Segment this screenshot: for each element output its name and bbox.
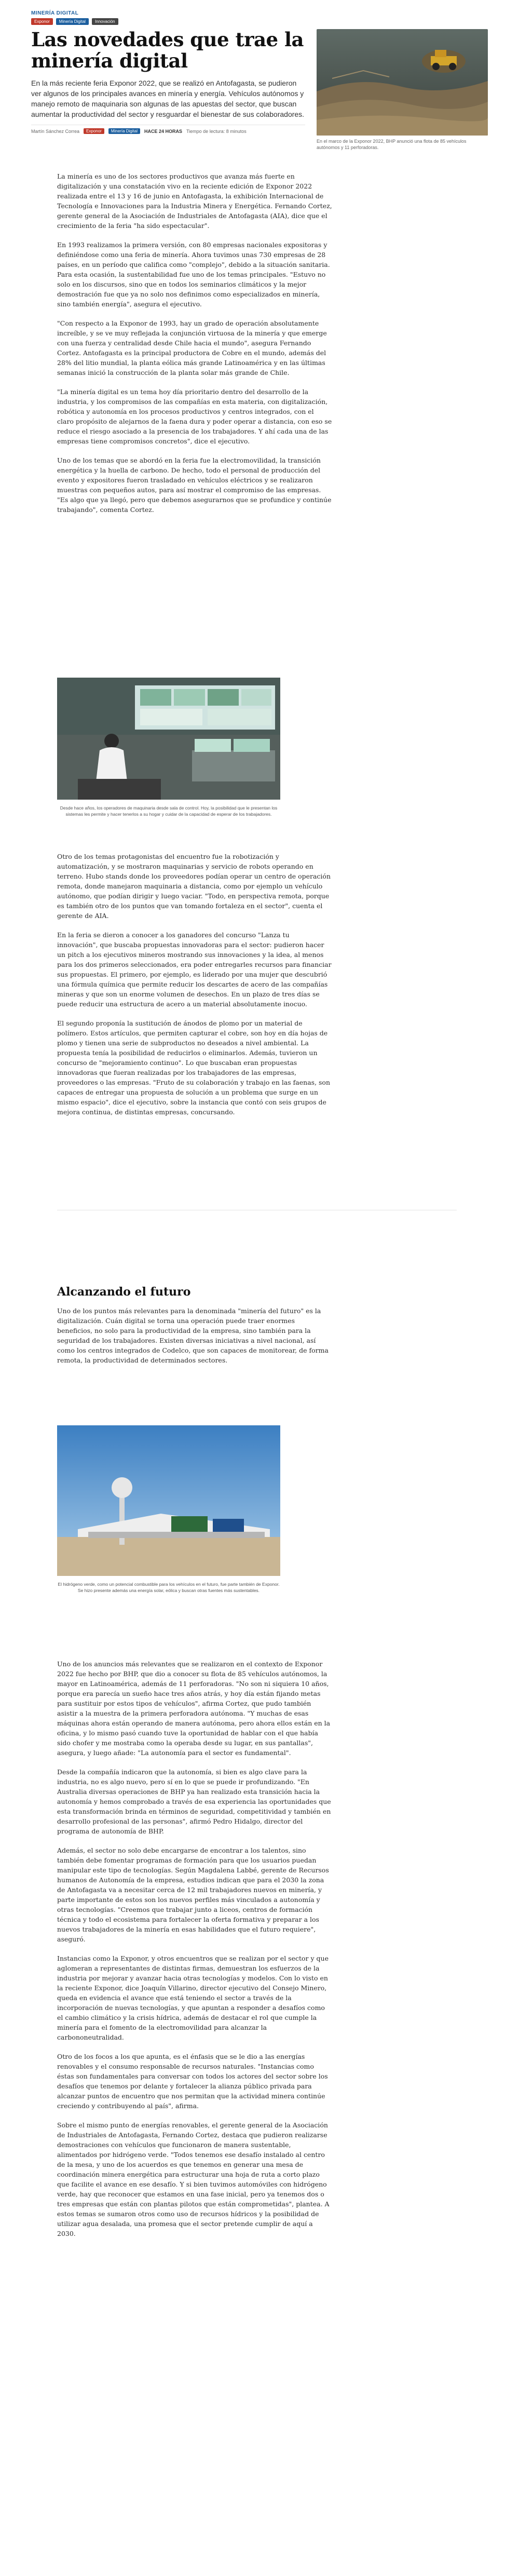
figure-caption: Desde hace años, los operadores de maquinaria desde sala de control. Hoy, la posibilidad que le presentan los sistemas les permite y hacer tenerlos a su hogar y cuidar de la capacidad de esperar de los trabajadores. — [60, 805, 278, 817]
paragraph: En la feria se dieron a conocer a los ganadores del concurso "Lanza tu innovación", que buscaba propuestas innovadoras para el sector: pudieron hacer un pitch a los ejecutivos mineros mostrando sus innovaciones y la idea, al menos para los dos primeros seleccionados, era poder entregarles recursos para financiar sus propuestas. El primero, por ejemplo, es liderado por una mujer que descubrió una fórmula química que permite reducir los descartes de acero de las compañías mineras y que son un enorme volumen de desechos. En un plazo de tres días se puede reducir una estructura de acero a un material absolutamente inocuo. — [57, 931, 332, 1008]
paragraph: La minería es uno de los sectores productivos que avanza más fuerte en digitalización y una constatación vivo en la reciente edición de Exponor 2022 realizada entre el 13 y 16 de junio en Antofagasta, la exhibición Internacional de Tecnología e Innovaciones para la Industria Minera y Energética. Fernando Cortez, gerente general de la Asociación de Industriales de Antofagasta (AIA), dice que el crecimiento de la feria "ha sido espectacular". — [57, 172, 332, 230]
byline-chip[interactable]: Minería Digital — [108, 128, 140, 134]
paragraph: "La minería digital es un tema hoy día prioritario dentro del desarrollo de la industria, y los compromisos de las compañías en esta materia, con digitalización, robótica y autonomía en los procesos productivos y centros integrados, con el claro propósito de alejarnos de la faena dura y poder operar a distancia, con eso se reduce el riesgo asociado a la presencia de los trabajadores. Y ahí cada una de las empresas tiene compromisos concretos", dice el ejecutivo. — [57, 388, 332, 445]
paragraph-text: Uno de los puntos más relevantes para la denominada "minería del futuro" es la digitalización. Cuán digital se torna una operación puede traer enormes beneficios, no solo para la productividad de la empresa, sino también para la seguridad de los trabajadores. Existen diversas iniciativas a nivel nacional, así como los centros integrados de Codelco, que son capaces de monitorear, de forma remota, la productividad de determinados sectores. — [57, 1307, 329, 1364]
hydrogen-image — [57, 1425, 280, 1576]
paragraph: Instancias como la Exponor, y otros encuentros que se realizan por el sector y que aglomeran a representantes de distintas firmas, demuestran los esfuerzos de la industria por mejorar y avanzar hacia otras tecnologías y modelos. Con lo visto en la reciente Exponor, dice Joaquín Villarino, director ejecutivo del Consejo Minero, queda en evidencia el avance que está teniendo el sector a través de la incorporación de nuevas tecnologías, y que apuntan a responder a desafíos como el cambio climático y la crisis hídrica, además de destacar el rol que cumple la minería para el fomento de la electromovilidad para alcanzar la carbononeutralidad. — [57, 1954, 329, 2041]
section-heading: Alcanzando el futuro — [57, 1285, 191, 1299]
header-grid — [31, 29, 488, 151]
paragraph: Sobre el mismo punto de energías renovables, el gerente general de la Asociación de Industriales de Antofagasta, Fernando Cortez, destaca que pudieron realizarse demostraciones con vehículos que funcionaron de manera sustentable, alimentados por hidrógeno verde. "Todos tenemos ese desafío instalado al centro de la mesa, y uno de los acuerdos es que tenemos en generar una mesa de coordinación minera energética para estructurar una hoja de ruta a corto plazo que facilite el avance en ese desafío. Y si bien tuvimos automóviles con hidrógeno verde, hay que reconocer que estamos en una fase inicial, pero ya tenemos dos o tres empresas que están con plantas pilotos que están comprometidas", plantea. A estos temas se sumaron otros como uso de recursos hídricos y la posibilidad de utilizar agua desalada, una promesa que el sector pretende cumplir de aquí a 2030. — [57, 2121, 330, 2237]
figure-hydrogen — [57, 1425, 280, 1594]
tag-chip[interactable]: Innovación — [92, 18, 118, 25]
figure-caption: El hidrógeno verde, como un potencial combustible para los vehículos en el futuro, fue parte también de Exponor. Se hizo presente además una energía solar, eólica y buscan otras fuentes más sustentables. — [58, 1582, 280, 1593]
paragraph — [57, 1306, 332, 1365]
read-time: Tiempo de lectura: 8 minutos — [186, 128, 247, 134]
article-body-2 — [57, 852, 332, 1126]
paragraph: Desde la compañía indicaron que la autonomía, si bien es algo clave para la industria, no es algo nuevo, pero sí en lo que se puede ir profundizando. "En Australia diversas operaciones de BHP ya han realizado esta transición hacia la autonomía y hemos comprobado a través de esa experiencia las oportunidades que esta transformación brinda en términos de seguridad, competitividad y también en desarrollo profesional de las personas", afirmó Pedro Hidalgo, director del programa de autonomía de BHP. — [57, 1768, 331, 1835]
article-body-1 — [57, 171, 332, 524]
hero — [317, 29, 488, 151]
hero-caption: En el marco de la Exponor 2022, BHP anunció una flota de 85 vehículos autónomos y 11 perforadoras. — [317, 139, 467, 150]
control-room-image — [57, 678, 280, 800]
byline-chip[interactable]: Exponor — [84, 128, 104, 134]
byline — [31, 125, 305, 134]
article-body-3 — [57, 1659, 332, 2248]
paragraph: En 1993 realizamos la primera versión, con 80 empresas nacionales expositoras y definiéndose como una feria de minería. Ahora tuvimos unas 730 empresas de 28 países, en un período que califica como "complejo", debido a la situación sanitaria. Para esta ocasión, la sustentabilidad fue uno de los temas principales. "Estuvo no solo en los discursos, sino que en todos los seminarios climáticos y la mejor demostración fue que ya no solo nos definimos como especializados en minería, sino también energía", asegura el ejecutivo. — [57, 241, 330, 308]
paragraph: Otro de los temas protagonistas del encuentro fue la robotización y automatización, y se mostraron maquinarias y servicio de robots operando en terreno. Hubo stands donde los proveedores podían operar un centro de operación remota, donde manejaron maquinaria a distancia, como por ejemplo un vehículo autónomo, que podían dirigir y luego vaciar. "Todo, en perspectiva remota, porque es también otro de los puntos que van tomando fortaleza en el sector", cuenta el gerente de AIA. — [57, 853, 331, 920]
paragraph: El segundo proponía la sustitución de ánodos de plomo por un material de polímero. Estos artículos, que permiten capturar el cobre, son hoy en día hojas de plomo y tienen una serie de subproductos no deseados a nivel ambiental. La propuesta tenía la posibilidad de reducirlos o eliminarlos. Además, tuvieron un concurso de "mejoramiento continuo". Lo que buscaban eran propuestas innovadoras que fueran realizadas por los trabajadores de las empresas, proveedores o las empresas. "Fruto de su colaboración y trabajo en las faenas, son capaces de entregar una propuesta de solución a un problema que surge en un mismo espacio", dice el ejecutivo, sobre la instancia que contó con seis grupos de mejora continua, de distintas empresas, concursando. — [57, 1019, 331, 1116]
hero-image — [317, 29, 488, 136]
paragraph: "Con respecto a la Exponor de 1993, hay un grado de operación absolutamente increíble, y se ve muy reflejada la conjunción virtuosa de la minería y que emerge con una fuerza y centralidad desde Chile hacia el mundo", asegura Fernando Cortez. Antofagasta es la principal productora de Cobre en el mundo, además del 28% del litio mundial, la planta eólica más grande Latinoamérica y en las últimas semanas inició la construcción de la planta solar más grande de Chile. — [57, 319, 327, 376]
article-header — [31, 10, 488, 151]
figure-control-room — [57, 678, 280, 817]
publish-date: HACE 24 HORAS — [144, 128, 182, 134]
paragraph: Uno de los temas que se abordó en la feria fue la electromovilidad, la transición energética y la huella de carbono. De hecho, todo el personal de producción del evento y expositores fueron trasladado en vehículos eléctricos y se realizaron muestras con pequeños autos, para así mostrar el compromiso de las empresas. "Es algo que ya llegó, pero que debemos asegurarnos que se profundice y continúe trabajando", comenta Cortez. — [57, 456, 332, 514]
section-future — [57, 1285, 332, 1374]
paragraph: Otro de los focos a los que apunta, es el énfasis que se le dio a las energías renovables y el consumo responsable de recursos naturales. "Instancias como éstas son fundamentales para conversar con todos los actores del sector sobre los desafíos que tenemos por delante y fortalecer la alianza público privada para alcanzar puntos de encuentro que nos permitan que la actividad minera continúe creciendo y contribuyendo al país", afirma. — [57, 2053, 328, 2110]
lead-paragraph: En la más reciente feria Exponor 2022, que se realizó en Antofagasta, se pudieron ver algunos de los principales avances en minería y energía. Vehículos autónomos y manejo remoto de maquinaria son algunas de las apuestas del sector, que buscan aumentar la productividad del sector y resguardar el bienestar de sus colaboradores. — [31, 79, 305, 118]
tag-chip[interactable]: Exponor — [31, 18, 53, 25]
tag-chip[interactable]: Minería Digital — [56, 18, 89, 25]
tag-row — [31, 18, 488, 25]
paragraph: Uno de los anuncios más relevantes que se realizaron en el contexto de Exponor 2022 fue hecho por BHP, que dio a conocer su flota de 85 vehículos autónomos, la mayor en Latinoamérica, además de 11 perforadoras. "No son ni siquiera 10 años, porque era parecía un sueño hace tres años atrás, y hoy día están fijando metas para sustituir por estos tipos de vehículos", afirma Cortez, que pudo también asistir a la muestra de la primera perforadora autónoma. "Y muchas de esas máquinas ahora están operando de manera autónoma, pero ahora ellos están en la oficina, y lo mismo pasó cuando tuve la oportunidad de hablar con el que había sido chofer y me mostraba como la operaba desde su lugar, en sus pantallas", asegura, y luego añade: "La autonomía para el sector es fundamental". — [57, 1660, 331, 1757]
section-tag[interactable]: MINERÍA DIGITAL — [31, 10, 79, 16]
author-name[interactable]: Martín Sánchez Correa — [31, 128, 80, 134]
header-text — [31, 29, 305, 151]
page-title: Las novedades que trae la minería digital — [31, 28, 304, 72]
paragraph: Además, el sector no solo debe encargarse de encontrar a los talentos, sino también debe fomentar programas de formación para que los usuarios puedan manipular este tipo de tecnologías. Según Magdalena Labbé, gerente de Recursos humanos de Autonomía de la empresa, estudios indican que para el 2030 la zona de Antofagasta va a necesitar cerca de 12 mil trabajadores nuevos en minería, y parte importante de estos son los nuevos perfiles más vinculados a autonomía y otras tecnologías. "Creemos que trabajar junto a liceos, centros de formación técnica y todo el ecosistema para fortalecer la oferta formativa y preparar a los nuevos trabajadores de la minería en esas habilidades que el futuro requiere", aseguró. — [57, 1846, 329, 1943]
